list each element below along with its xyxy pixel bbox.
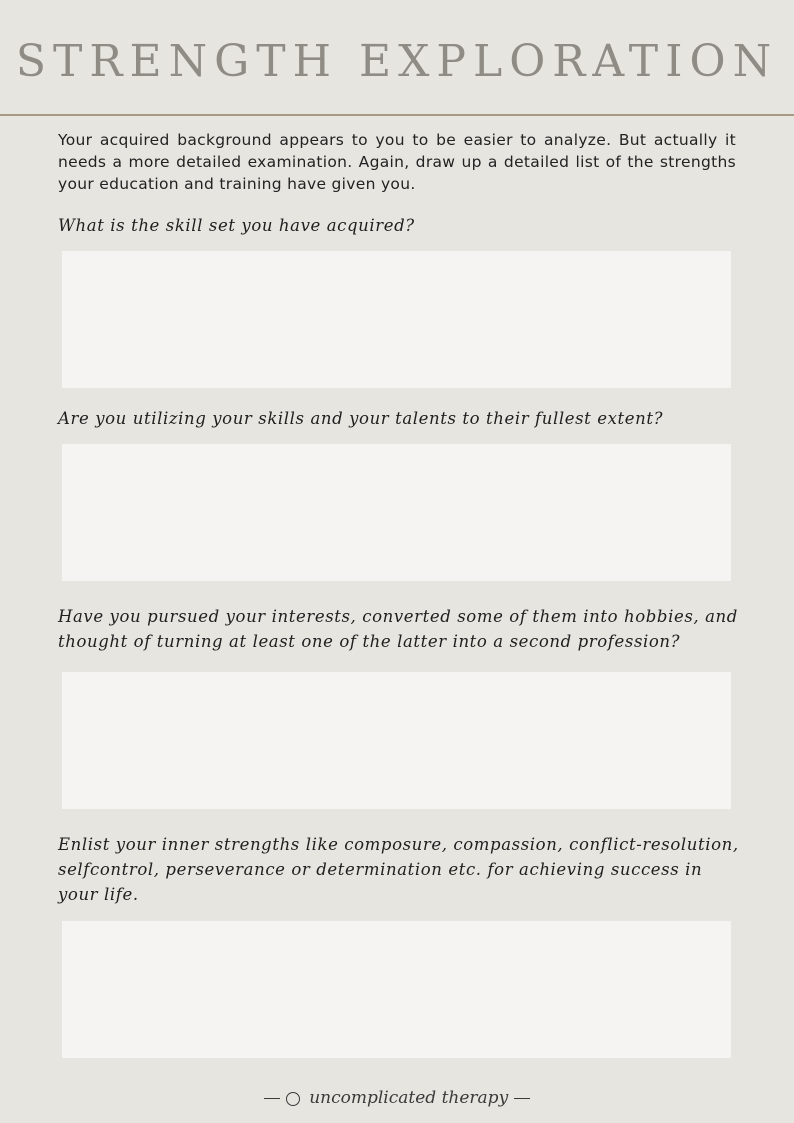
question-4: Enlist your inner strengths like composure, compassion, conflict-resolution, selfcontrol, perseverance or determination etc. for achieving success in your life. [58,835,739,904]
question-2: Are you utilizing your skills and your talents to their fullest extent? [58,409,664,428]
answer-box-3[interactable] [62,672,731,809]
answer-box-2[interactable] [62,444,731,581]
swash-left-icon [264,1098,280,1099]
swash-right-icon [514,1098,530,1099]
question-3: Have you pursued your interests, converted some of them into hobbies, and thought of turning at least one of the latter into a second profession? [58,607,738,651]
page-title: STRENGTH EXPLORATION [15,36,779,87]
footer-brand [0,1088,794,1108]
page-header [0,0,794,115]
intro-paragraph: Your acquired background appears to you to be easier to analyze. But actually it needs a more detailed examination. Again, draw up a detailed list of the strengths your education and training have given you. [58,131,736,193]
answer-box-4[interactable] [62,921,731,1058]
footer-brand-text: uncomplicated therapy [309,1088,509,1108]
question-1: What is the skill set you have acquired? [58,216,415,235]
answer-box-1[interactable] [62,251,731,388]
flower-logo-icon [286,1092,300,1106]
header-divider [0,114,794,116]
